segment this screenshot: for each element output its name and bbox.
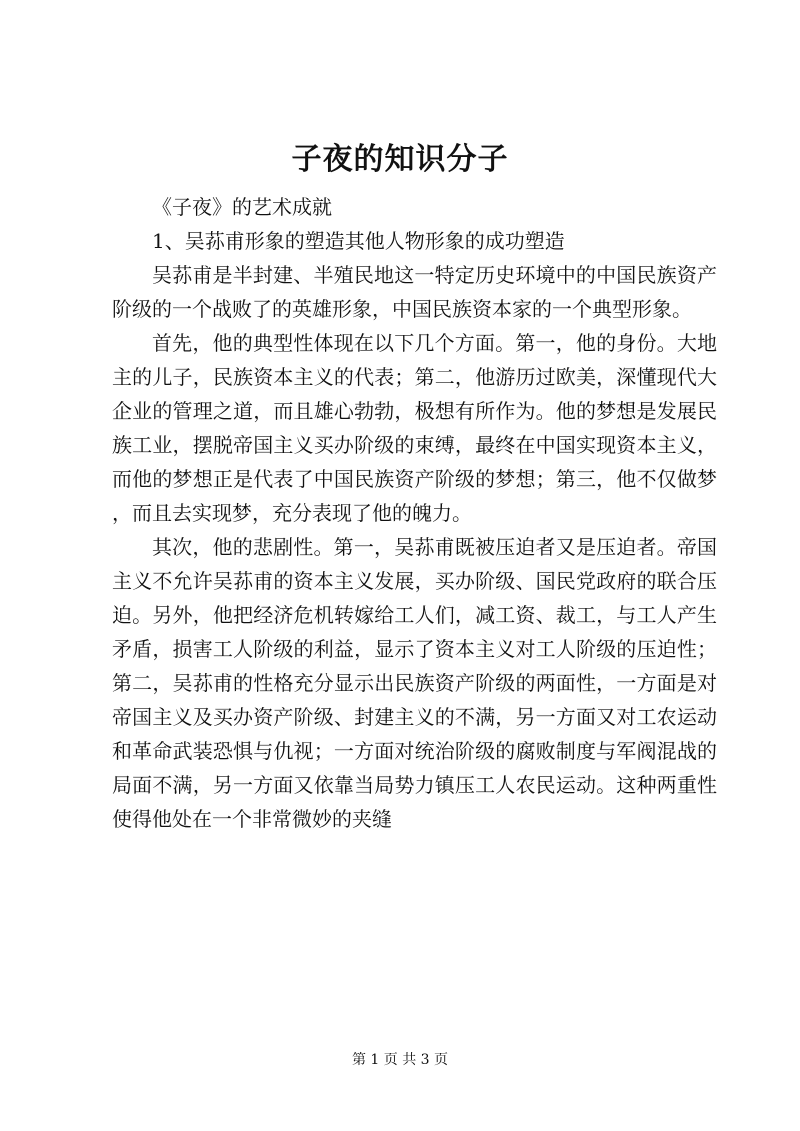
paragraph: 其次，他的悲剧性。第一，吴荪甫既被压迫者又是压迫者。帝国主义不允许吴荪甫的资本主义发展，买办阶级、国民党政府的联合压迫。另外，他把经济危机转嫁给工人们，减工资、裁工，与工人产生矛盾，损害工人阶级的利益，显示了资本主义对工人阶级的压迫性；第二，吴荪甫的性格充分显示出民族资产阶级的两面性，一方面是对帝国主义及买办资产阶级、封建主义的不满，另一方面又对工农运动和革命武装恐惧与仇视；一方面对统治阶级的腐败制度与军阀混战的局面不满，另一方面又依靠当局势力镇压工人农民运动。这种两重性使得他处在一个非常微妙的夹缝 <box>112 535 717 831</box>
paragraph-heading: 《子夜》的艺术成就 <box>152 195 332 219</box>
paragraph: 首先，他的典型性体现在以下几个方面。第一，他的身份。大地主的儿子，民族资本主义的代表；第二，他游历过欧美，深懂现代大企业的管理之道，而且雄心勃勃，极想有所作为。他的梦想是发展民族工业，摆脱帝国主义买办阶级的束缚，最终在中国实现资本主义，而他的梦想正是代表了中国民族资产阶级的梦想；第三，他不仅做梦，而且去实现梦，充分表现了他的魄力。 <box>112 331 717 525</box>
paragraph: 吴荪甫是半封建、半殖民地这一特定历史环境中的中国民族资产阶级的一个战败了的英雄形象，中国民族资本家的一个典型形象。 <box>112 263 717 321</box>
paragraph-subheading: 1、吴荪甫形象的塑造其他人物形象的成功塑造 <box>152 229 565 253</box>
document-body <box>112 190 717 836</box>
page-number-footer: 第 1 页 共 3 页 <box>351 1052 449 1068</box>
document-title: 子夜的知识分子 <box>291 142 509 177</box>
